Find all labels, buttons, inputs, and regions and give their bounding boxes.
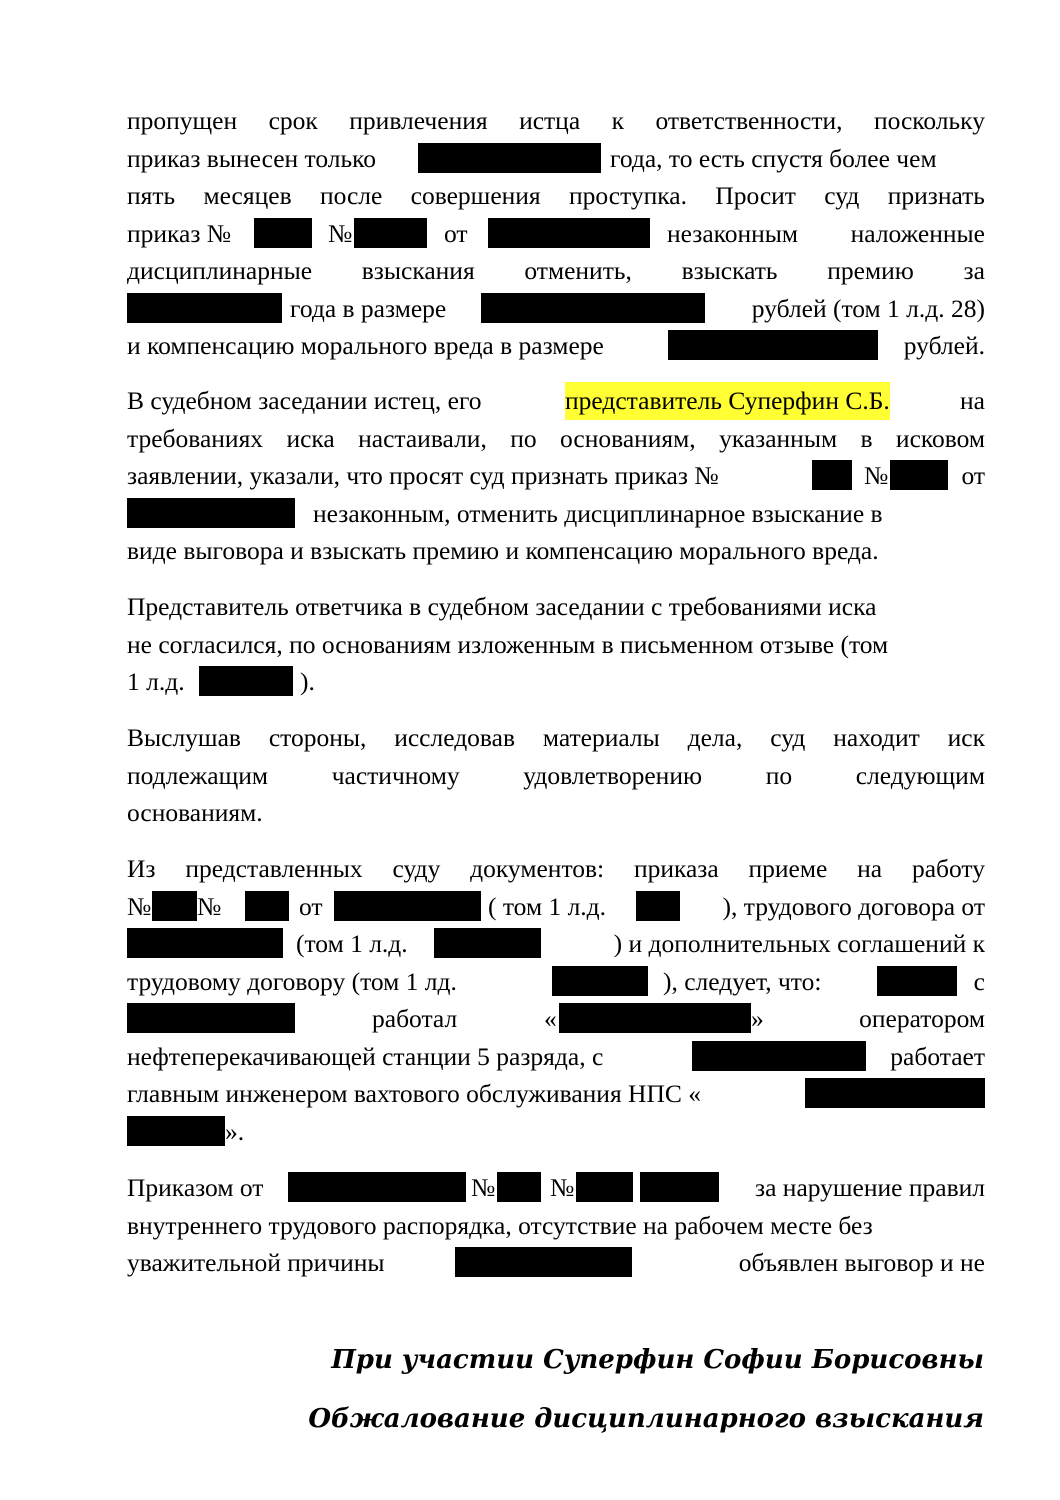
text-line: Из представленных суду документов: приказа приеме на работу (127, 854, 985, 883)
text-line: виде выговора и взыскать премию и компенсацию морального вреда. (127, 536, 879, 565)
redaction-block (334, 891, 481, 921)
redaction-block (254, 218, 312, 248)
text-line: приказ № № от незаконным наложенные (127, 218, 985, 248)
text-line: В судебном заседании истец, его представитель Суперфин С.Б. на (127, 382, 985, 420)
text-line: заявлении, указали, что просят суд признать приказ № № от (127, 461, 985, 490)
text-line: ». (127, 1113, 985, 1151)
redaction-block (199, 666, 293, 696)
redaction-block (127, 498, 295, 528)
redaction-block (127, 928, 283, 958)
redaction-block (497, 1172, 541, 1202)
text-line: уважительной причины объявлен выговор и не (127, 1248, 985, 1277)
text-line: внутреннего трудового распорядка, отсутствие на рабочем месте без (127, 1210, 873, 1240)
redaction-block (481, 293, 705, 323)
redaction-block (455, 1247, 632, 1277)
redaction-block (636, 891, 680, 921)
redaction-block (418, 143, 601, 173)
text-line: дисциплинарные взыскания отменить, взыскать премию за (127, 256, 985, 285)
text-line: 1 л.д. ). (127, 667, 315, 696)
text-line: незаконным, отменить дисциплинарное взыскание в (127, 495, 985, 533)
text-line: требованиях иска настаивали, по основаниям, указанным в исковом (127, 423, 985, 453)
redaction-block (805, 1078, 985, 1108)
redaction-block (127, 293, 282, 323)
text-line: и компенсацию морального вреда в размере рублей. (127, 331, 985, 360)
redaction-block (152, 891, 197, 921)
footer-subject: Обжалование дисциплинарного взыскания (308, 1404, 984, 1434)
text-line: подлежащим частичному удовлетворению по следующим (127, 760, 985, 790)
text-line: года в размере рублей (том 1 л.д. 28) (127, 290, 985, 328)
text-line: пропущен срок привлечения истца к ответственности, поскольку (127, 106, 985, 135)
redaction-block (552, 966, 648, 996)
redaction-block (692, 1041, 866, 1071)
text-line: основаниям. (127, 798, 263, 827)
redaction-block (576, 1172, 633, 1202)
highlighted-text: представитель Суперфин С.Б. (565, 382, 890, 420)
text-line: Выслушав стороны, исследовав материалы дела, суд находит иск (127, 723, 985, 752)
redaction-block (354, 218, 427, 248)
redaction-block (890, 460, 948, 490)
redaction-block (488, 218, 650, 248)
redaction-block (877, 966, 957, 996)
redaction-block (434, 928, 541, 958)
text-line: Приказом от № № за нарушение правил (127, 1173, 985, 1202)
text-line: нефтеперекачивающей станции 5 разряда, с работает (127, 1041, 985, 1071)
text-line: работал « » оператором (127, 1000, 985, 1038)
redaction-block (288, 1172, 466, 1202)
text-line: пять месяцев после совершения проступка. Просит суд признать (127, 181, 985, 210)
text-line: не согласился, по основаниям изложенным в письменном отзыве (том (127, 629, 889, 659)
redaction-block (127, 1116, 225, 1146)
redaction-block (127, 1003, 295, 1033)
text-line: Представитель ответчика в судебном заседании с требованиями иска (127, 592, 877, 621)
text-line: главным инженером вахтового обслуживания НПС « (127, 1075, 985, 1113)
footer-participant: При участии Суперфин Софии Борисовны (331, 1345, 984, 1375)
text-line: № № от ( том 1 л.д. ), трудового договора от (127, 891, 985, 921)
text-line: (том 1 л.д. ) и дополнительных соглашений к (127, 925, 985, 963)
redaction-block (245, 891, 289, 921)
redaction-block (668, 330, 878, 360)
redaction-block (812, 460, 852, 490)
redaction-block (559, 1003, 751, 1033)
redaction-block (640, 1172, 719, 1202)
text-line: приказ вынесен только года, то есть спустя более чем (127, 143, 937, 173)
text-line: трудовому договору (том 1 лд. ), следует, что: с (127, 966, 985, 996)
